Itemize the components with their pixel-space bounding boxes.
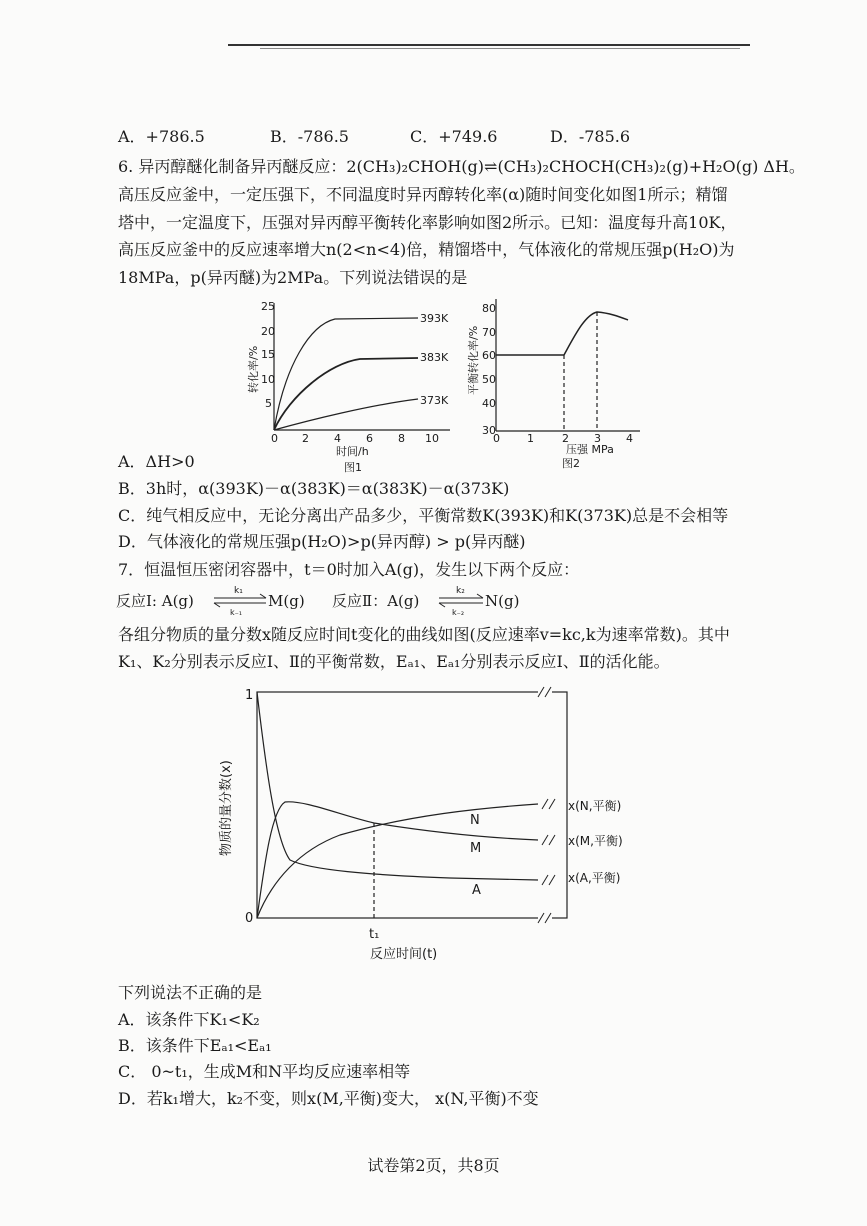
q5-option-c: C．+749.6 [410, 127, 498, 146]
q5-option-b: B．-786.5 [270, 127, 349, 146]
fig2-xtick-0: 0 [493, 432, 500, 445]
fig1-xtick-6: 6 [366, 432, 373, 445]
fig3-y-bottom: 0 [245, 911, 254, 926]
fig2-ytick-50: 50 [482, 373, 496, 386]
figure-2 [467, 295, 650, 475]
q7-option-d: D．若k₁增大，k₂不变，则x(M,平衡)变大， x(N,平衡)不变 [118, 1089, 539, 1108]
q6-option-d: D．气体液化的常规压强p(H₂O)>p(异丙醇) > p(异丙醚) [118, 532, 526, 551]
fig1-xtick-0: 0 [271, 432, 278, 445]
fig1-ytick-5: 5 [265, 397, 272, 410]
fig3-y-top: 1 [245, 688, 254, 703]
q7-stem-line-3: K₁、K₂分别表示反应Ⅰ、Ⅱ的平衡常数，Eₐ₁、Eₐ₁分别表示反应Ⅰ、Ⅱ的活化能。 [118, 652, 670, 671]
fig2-xtick-3: 3 [594, 432, 601, 445]
reaction1-product: M(g) [268, 592, 305, 610]
reaction2-k-reverse: k₋₂ [452, 608, 465, 617]
fig2-ytick-40: 40 [482, 397, 496, 410]
figure-1 [247, 295, 460, 475]
fig1-xtick-4: 4 [334, 432, 341, 445]
fig3-t1: t₁ [369, 927, 380, 942]
fig2-xtick-4: 4 [626, 432, 633, 445]
fig3-curve-n [257, 804, 538, 918]
q7-stem-line-2: 各组分物质的量分数x随反应时间t变化的曲线如图(反应速率v=kc,k为速率常数)。其中 [118, 625, 730, 644]
fig3-xlabel: 反应时间(t) [370, 947, 438, 962]
fig2-caption: 图2 [562, 457, 580, 470]
q6-option-b: B．3h时，α(393K)－α(383K)＝α(383K)－α(373K) [118, 479, 510, 498]
reaction2-product: N(g) [485, 592, 520, 610]
fig2-ytick-30: 30 [482, 424, 496, 437]
reaction2-reactant: 反应Ⅱ：A(g) [332, 592, 420, 610]
page-footer: 试卷第2页，共8页 [367, 1156, 500, 1175]
q7-options-intro: 下列说法不正确的是 [118, 983, 263, 1002]
fig1-curve-383k [274, 358, 418, 430]
q6-stem-line-1: 6. 异丙醇醚化制备异丙醚反应：2(CH₃)₂CHOH(g)⇌(CH₃)₂CHOCH(CH₃)₂(g)+H₂O(g) ΔH。 [118, 157, 805, 176]
fig2-ytick-60: 60 [482, 349, 496, 362]
fig1-label-383k: 383K [420, 351, 449, 364]
fig1-label-393k: 393K [420, 312, 449, 325]
q7-reactions [116, 580, 556, 620]
reaction2-k-forward: k₂ [456, 586, 465, 596]
fig2-ylabel: 平衡转化率/% [467, 325, 480, 395]
fig3-label-n: N [470, 813, 480, 828]
fig3-curve-a [257, 692, 538, 880]
fig1-ytick-15: 15 [261, 348, 275, 361]
fig1-xtick-10: 10 [425, 432, 439, 445]
fig1-ytick-20: 20 [261, 325, 275, 338]
fig2-xtick-1: 1 [527, 432, 534, 445]
fig1-ytick-10: 10 [261, 373, 275, 386]
reaction1-reactant: 反应Ⅰ: A(g) [116, 592, 194, 610]
reaction1-k-forward: k₁ [234, 586, 243, 596]
q7-stem-line-1: 7．恒温恒压密闭容器中，t＝0时加入A(g)，发生以下两个反应： [118, 560, 580, 579]
q7-option-b: B．该条件下Eₐ₁<Eₐ₁ [118, 1036, 272, 1055]
fig1-xtick-8: 8 [398, 432, 405, 445]
fig3-eq-m: x(M,平衡) [568, 834, 623, 848]
fig1-ylabel: 转化率/% [247, 345, 260, 393]
fig1-curve-373k [274, 399, 418, 430]
fig1-curve-393k [274, 318, 418, 430]
fig1-label-373k: 373K [420, 394, 449, 407]
fig3-label-a: A [472, 883, 481, 898]
q6-option-c: C．纯气相反应中，无论分离出产品多少，平衡常数K(393K)和K(373K)总是不会相等 [118, 506, 729, 525]
q5-option-d: D．-785.6 [550, 127, 631, 146]
fig1-xtick-2: 2 [302, 432, 309, 445]
fig3-curve-m [257, 802, 538, 918]
reaction1-k-reverse: k₋₁ [230, 608, 243, 617]
q7-option-a: A．该条件下K₁<K₂ [118, 1010, 260, 1029]
header-rule-thin [260, 48, 740, 49]
q6-stem-line-2: 高压反应釜中，一定压强下，不同温度时异丙醇转化率(α)随时间变化如图1所示；精馏 [118, 185, 728, 204]
fig2-xlabel: 压强 MPa [566, 443, 614, 456]
fig3-ylabel: 物质的量分数(x) [219, 760, 234, 856]
fig3-label-m: M [470, 841, 482, 856]
fig1-caption: 图1 [344, 461, 362, 474]
fig2-xtick-2: 2 [562, 432, 569, 445]
q6-stem-line-4: 高压反应釜中的反应速率增大n(2<n<4)倍，精馏塔中，气体液化的常规压强p(H₂O)为 [118, 240, 735, 259]
q7-option-c: C． 0~t₁，生成M和N平均反应速率相等 [118, 1062, 411, 1081]
fig1-xlabel: 时间/h [336, 445, 369, 458]
fig3-eq-a: x(A,平衡) [568, 871, 621, 885]
q6-stem-line-5: 18MPa，p(异丙醚)为2MPa。下列说法错误的是 [118, 268, 468, 287]
header-rule [228, 44, 750, 46]
q6-stem-line-3: 塔中，一定温度下，压强对异丙醇平衡转化率影响如图2所示。已知：温度每升高10K， [118, 213, 737, 232]
q6-option-a: A．ΔH>0 [118, 452, 195, 471]
fig2-ytick-70: 70 [482, 326, 496, 339]
fig3-eq-n: x(N,平衡) [568, 799, 622, 813]
fig1-ytick-25: 25 [261, 300, 275, 313]
fig2-curve [496, 312, 628, 355]
q5-option-a: A．+786.5 [118, 127, 205, 146]
fig2-ytick-80: 80 [482, 302, 496, 315]
figure-3 [210, 680, 660, 970]
